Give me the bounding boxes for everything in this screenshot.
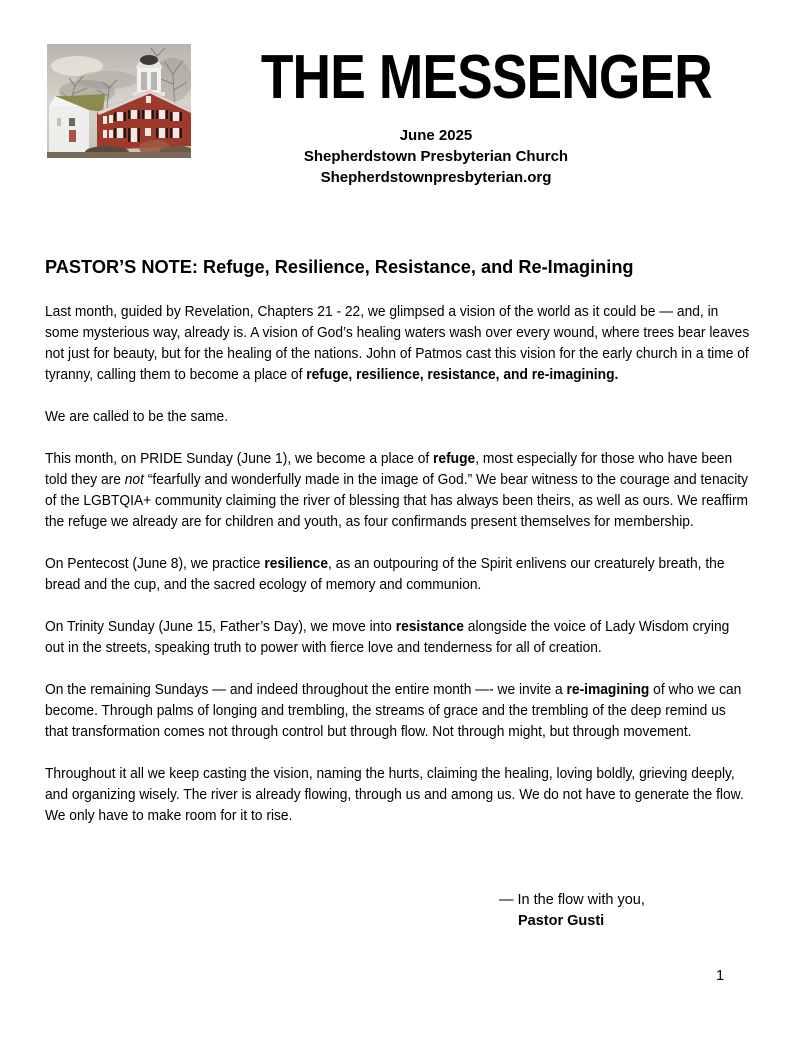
bold-emphasis: re-imagining bbox=[566, 682, 650, 698]
article-paragraph bbox=[45, 302, 749, 386]
article-body bbox=[45, 302, 749, 848]
paragraph-text: alongside the voice of Lady Wisdom crying out in the streets, speaking truth to power with fierce love and tenderness for all of creation. bbox=[45, 619, 730, 656]
issue-date: June 2025 bbox=[399, 127, 473, 144]
church-building-image bbox=[47, 44, 191, 158]
signature-block bbox=[499, 890, 645, 932]
bold-emphasis: refuge, resilience, resistance, and re-imagining. bbox=[306, 367, 619, 383]
bold-emphasis: resilience bbox=[264, 556, 329, 572]
paragraph-text: We are called to be the same. bbox=[45, 409, 229, 425]
paragraph-text: This month, on PRIDE Sunday (June 1), we become a place of bbox=[45, 451, 434, 467]
italic-emphasis: not bbox=[124, 472, 144, 488]
article-paragraph bbox=[45, 680, 749, 743]
article-paragraph bbox=[45, 764, 749, 827]
bold-emphasis: refuge bbox=[433, 451, 476, 467]
paragraph-text: of who we can become. Through palms of longing and trembling, the streams of grace and the trembling of the deep remind us that transformation comes not through control but through flow. Not through might, but through movement. bbox=[45, 682, 742, 740]
masthead-info bbox=[236, 125, 636, 188]
pastor-name: Pastor Gusti bbox=[518, 913, 605, 929]
article-paragraph bbox=[45, 407, 749, 428]
bold-emphasis: resistance bbox=[395, 619, 464, 635]
paragraph-text: Last month, guided by Revelation, Chapters 21 - 22, we glimpsed a vision of the world as it could be — and, in some mysterious way, already is. A vision of God’s healing waters wash over every wound, where trees bear leaves not just for beauty, but for the healing of the nations. John of Patmos cast this vision for the early church in a time of tyranny, calling them to become a place of bbox=[45, 304, 750, 383]
paragraph-text: , most especially for those who have been told they are bbox=[45, 451, 733, 488]
church-name: Shepherdstown Presbyterian Church bbox=[303, 148, 569, 165]
paragraph-text: On the remaining Sundays — and indeed throughout the entire month —- we invite a bbox=[45, 682, 567, 698]
paragraph-text: “fearfully and wonderfully made in the image of God.” We bear witness to the courage and tenacity of the LGBTQIA+ community claiming the river of blessing that has always been theirs, as well as ours. We reaffirm the refuge we already are for children and youth, as four confirmands present themselves for membership. bbox=[45, 472, 749, 530]
article-heading: PASTOR’S NOTE: Refuge, Resilience, Resistance, and Re-Imagining bbox=[45, 257, 634, 277]
closing-line: — In the flow with you, bbox=[499, 892, 645, 908]
page-number: 1 bbox=[716, 968, 725, 984]
paragraph-text: On Trinity Sunday (June 15, Father’s Day), we move into bbox=[45, 619, 396, 635]
newsletter-title: THE MESSENGER bbox=[260, 43, 712, 112]
paragraph-text: Throughout it all we keep casting the vision, naming the hurts, claiming the healing, loving boldly, grieving deeply, and organizing wisely. The river is already flowing, through us and among us. We do not have to generate the flow. We only have to make room for it to rise. bbox=[45, 766, 744, 824]
article-paragraph bbox=[45, 617, 749, 659]
paragraph-text: On Pentecost (June 8), we practice bbox=[45, 556, 265, 572]
paragraph-text: , as an outpouring of the Spirit enlivens our creaturely breath, the bread and the cup, and the sacred ecology of memory and communion. bbox=[45, 556, 725, 593]
article-paragraph bbox=[45, 449, 749, 533]
article-paragraph bbox=[45, 554, 749, 596]
church-photo bbox=[47, 44, 191, 158]
church-website-link[interactable]: Shepherdstownpresbyterian.org bbox=[320, 169, 552, 186]
